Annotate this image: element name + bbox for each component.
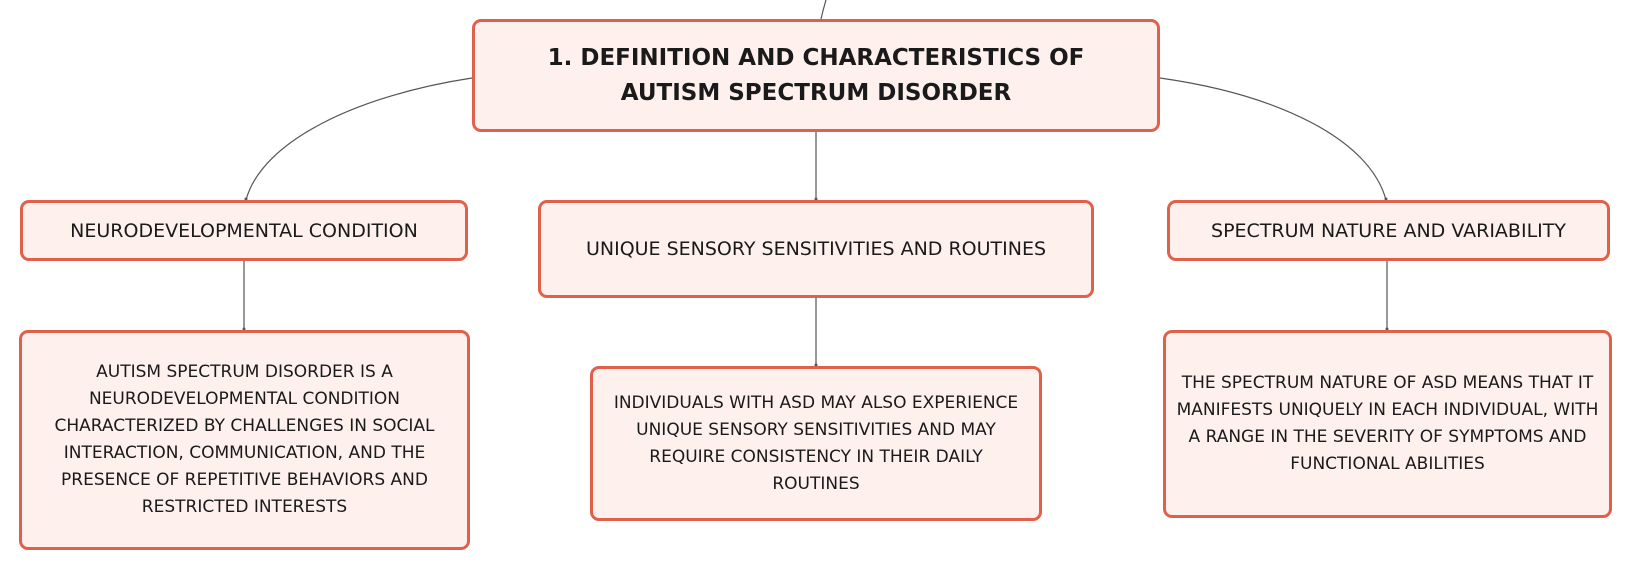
- detail-node-neurodevelopmental[interactable]: [19, 330, 470, 550]
- detail-text: THE SPECTRUM NATURE OF ASD MEANS THAT IT MANIFESTS UNIQUELY IN EACH INDIVIDUAL, WITH A RANGE IN THE SEVERITY OF SYMPTOMS AND FUNCTIONAL ABILITIES: [1176, 373, 1599, 474]
- detail-text: INDIVIDUALS WITH ASD MAY ALSO EXPERIENCE UNIQUE SENSORY SENSITIVITIES AND MAY REQUIRE CONSISTENCY IN THEIR DAILY ROUTINES: [613, 392, 1019, 494]
- root-topic-label: 1. DEFINITION AND CHARACTERISTICS OF AUTISM SPECTRUM DISORDER: [547, 44, 1085, 106]
- connector-root-to-spectrum: [1160, 78, 1386, 200]
- detail-node-sensory[interactable]: [590, 366, 1042, 521]
- branch-label: NEURODEVELOPMENTAL CONDITION: [70, 219, 418, 242]
- root-topic-node[interactable]: [472, 19, 1160, 132]
- detail-node-spectrum[interactable]: [1163, 330, 1612, 518]
- branch-label: SPECTRUM NATURE AND VARIABILITY: [1211, 219, 1566, 242]
- branch-node-spectrum[interactable]: [1167, 200, 1610, 261]
- branch-node-sensory[interactable]: [538, 200, 1094, 298]
- branch-node-neurodevelopmental[interactable]: [20, 200, 468, 261]
- detail-text: AUTISM SPECTRUM DISORDER IS A NEURODEVELOPMENTAL CONDITION CHARACTERIZED BY CHALLENGES IN SOCIAL INTERACTION, COMMUNICATION, AND THE PRESENCE OF REPETITIVE BEHAVIORS AND RESTRICTED INTERESTS: [54, 362, 435, 517]
- connector-root-to-neuro: [246, 78, 472, 200]
- connector-parent-to-root: [821, 0, 826, 19]
- branch-label: UNIQUE SENSORY SENSITIVITIES AND ROUTINES: [585, 238, 1047, 260]
